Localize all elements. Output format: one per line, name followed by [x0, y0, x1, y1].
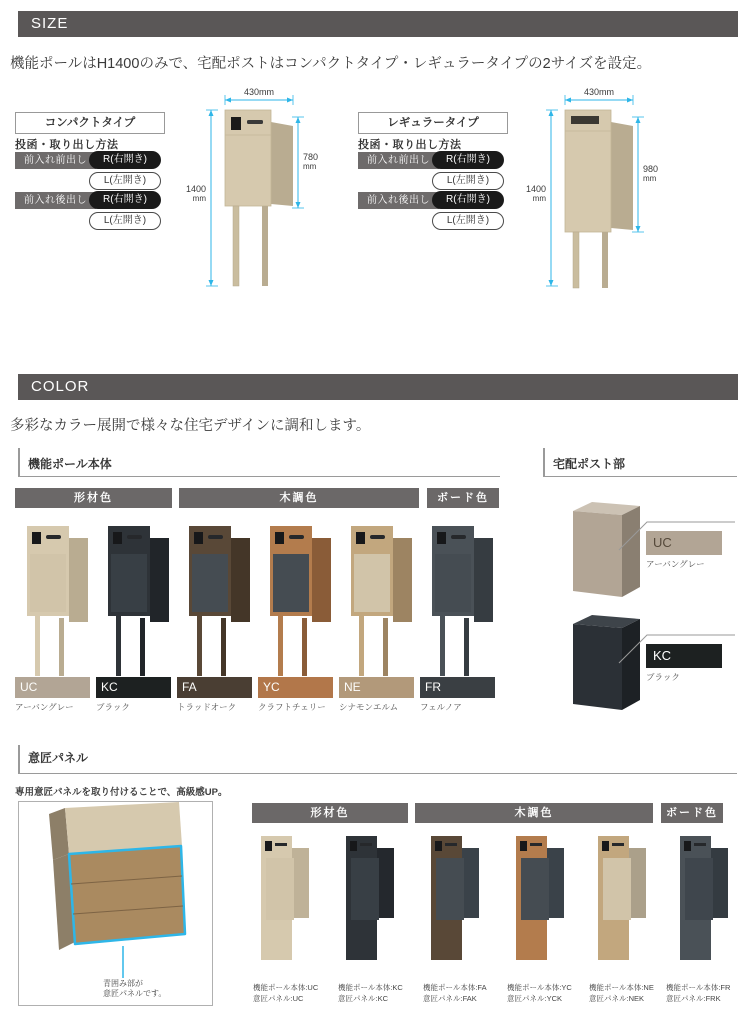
pole-leg: [59, 618, 64, 676]
caption-line: 機能ポール本体:FA: [423, 983, 487, 992]
color-name-yc: クラフトチェリー: [258, 702, 326, 712]
panel-product-fr: [671, 832, 737, 960]
row-label-front-in-front-out: 前入れ前出し: [15, 152, 96, 169]
mail-slot: [127, 535, 142, 539]
product-door: [111, 554, 147, 612]
product-side: [150, 538, 169, 622]
caption-line: 機能ポール本体:UC: [253, 983, 319, 992]
product-side: [462, 848, 479, 918]
category-bar-metal: 形材色: [15, 488, 172, 508]
color-swatch-ne: NE: [339, 677, 414, 698]
pill-right-open: R(右開き): [432, 191, 504, 209]
intercom-unit: [32, 532, 41, 544]
dimension-label-box: 780: [303, 152, 319, 162]
panel-caption-ne: [589, 983, 654, 1004]
panel-example-box: [18, 801, 213, 1006]
mail-slot: [530, 843, 542, 846]
pole-leg: [140, 618, 145, 676]
design-panel-highlighted: [69, 846, 185, 944]
caption-line: 意匠パネル:UC: [253, 993, 304, 1003]
example-caption-line1: 青囲み部が: [103, 979, 143, 988]
pole-product-kc: [96, 518, 171, 678]
color-name-fa: トラッドオーク: [177, 702, 237, 712]
panel-caption-fr: [666, 983, 730, 1004]
pill-right-open: R(右開き): [432, 151, 504, 169]
color-swatch-yc: YC: [258, 677, 333, 698]
color-swatch-fa: FA: [177, 677, 252, 698]
color-name-kc: ブラック: [96, 702, 130, 712]
row-label-front-in-front-out: 前入れ前出し: [358, 152, 439, 169]
dimension-unit: mm: [303, 162, 317, 171]
color-swatch-uc: UC: [15, 677, 90, 698]
dimension-unit: mm: [532, 194, 546, 203]
mailbox-side-panel: [271, 122, 293, 206]
type-label-regular: レギュラータイプ: [358, 112, 508, 134]
post-box-front: [573, 511, 622, 597]
product-door: [685, 858, 713, 920]
color-name-fr: フェルノア: [420, 702, 462, 712]
intercom-unit: [350, 841, 357, 851]
method-title: 投函・取り出し方法: [15, 139, 119, 151]
intercom-unit: [437, 532, 446, 544]
dimension-label-width: 430mm: [583, 87, 615, 97]
intercom-unit: [602, 841, 609, 851]
intercom-unit: [265, 841, 272, 851]
type-label-compact: コンパクトタイプ: [15, 112, 165, 134]
post-swatch-kc: KC: [646, 644, 722, 668]
product-side: [312, 538, 331, 622]
product-side: [292, 848, 309, 918]
caption-line: 意匠パネル:NEK: [589, 993, 645, 1003]
pole-leg: [383, 618, 388, 676]
mail-slot: [46, 535, 61, 539]
mail-slot: [208, 535, 223, 539]
color-swatch-fr: FR: [420, 677, 495, 698]
color-description: 多彩なカラー展開で様々な住宅デザインに調和します。: [10, 418, 371, 434]
row-label-front-in-back-out: 前入れ後出し: [15, 192, 96, 209]
panel-category-bar-metal: 形材色: [252, 803, 408, 823]
mail-slot: [275, 843, 287, 846]
product-side: [711, 848, 728, 918]
product-side: [231, 538, 250, 622]
color-name-ne: シナモンエルム: [339, 702, 399, 712]
dimension-label-width: 430mm: [243, 87, 275, 97]
intercom-unit: [231, 117, 241, 130]
row-label-front-in-back-out: 前入れ後出し: [358, 192, 439, 209]
mail-slot: [694, 843, 706, 846]
panel-category-bar-board: ボード色: [661, 803, 723, 823]
mail-slot: [247, 120, 263, 124]
product-door: [436, 858, 464, 920]
category-bar-board: ボード色: [427, 488, 499, 508]
pole-leg: [278, 616, 283, 676]
dimension-unit: mm: [192, 194, 206, 203]
mail-slot: [360, 843, 372, 846]
product-door: [266, 858, 294, 920]
post-box-side: [622, 506, 640, 597]
color-name-uc: アーバングレー: [15, 702, 74, 712]
category-bar-wood: 木調色: [179, 488, 419, 508]
pole-leg: [464, 618, 469, 676]
mailbox-front-panel: [565, 110, 611, 232]
panel-product-fa: [422, 832, 488, 960]
product-door: [521, 858, 549, 920]
pole-leg: [262, 206, 268, 286]
pole-leg: [116, 616, 121, 676]
product-door: [30, 554, 66, 612]
caption-line: 意匠パネル:KC: [338, 993, 389, 1003]
panel-caption-fa: [423, 983, 487, 1004]
pill-left-open: L(左開き): [432, 212, 504, 230]
intercom-unit: [275, 532, 284, 544]
panel-caption-uc: [253, 983, 318, 1004]
product-side: [69, 538, 88, 622]
delivery-post-illustrations: [555, 494, 740, 724]
pill-left-open: L(左開き): [89, 212, 161, 230]
product-door: [435, 554, 471, 612]
caption-line: 意匠パネル:FAK: [423, 993, 477, 1003]
post-color-name-uc: アーバングレー: [646, 559, 705, 569]
pole-leg: [233, 206, 239, 286]
color-swatch-kc: KC: [96, 677, 171, 698]
product-side: [629, 848, 646, 918]
pole-leg: [35, 616, 40, 676]
group-header-pole-body: 機能ポール本体: [18, 448, 500, 477]
caption-line: 意匠パネル:FRK: [666, 993, 721, 1003]
intercom-unit: [435, 841, 442, 851]
pole-leg: [573, 232, 579, 288]
group-header-design-panel: 意匠パネル: [18, 745, 737, 774]
mail-slot: [612, 843, 624, 846]
panel-product-ne: [589, 832, 655, 960]
product-door: [354, 554, 390, 612]
mail-slot: [445, 843, 457, 846]
mail-slot: [289, 535, 304, 539]
pill-left-open: L(左開き): [89, 172, 161, 190]
panel-product-kc: [337, 832, 403, 960]
mailbox-side-panel: [611, 122, 633, 230]
caption-line: 機能ポール本体:YC: [507, 983, 572, 992]
pill-right-open: R(右開き): [89, 191, 161, 209]
pole-leg: [440, 616, 445, 676]
mail-slot: [451, 535, 466, 539]
intercom-unit: [356, 532, 365, 544]
pole-leg: [359, 616, 364, 676]
intercom-unit: [520, 841, 527, 851]
size-description: 機能ポールはH1400のみで、宅配ポストはコンパクトタイプ・レギュラータイプの2サイズを設定。: [10, 56, 652, 72]
pole-product-fr: [420, 518, 495, 678]
product-side: [377, 848, 394, 918]
product-side: [393, 538, 412, 622]
dimension-label-height: 1400: [185, 184, 206, 194]
pole-leg: [602, 232, 608, 288]
dimension-label-box: 980: [643, 164, 659, 174]
intercom-unit: [194, 532, 203, 544]
method-title: 投函・取り出し方法: [358, 139, 462, 151]
post-swatch-uc: UC: [646, 531, 722, 555]
product-side: [474, 538, 493, 622]
pole-leg: [197, 616, 202, 676]
example-caption-line2: 意匠パネルです。: [103, 989, 167, 998]
product-door: [351, 858, 379, 920]
intercom-unit: [684, 841, 691, 851]
product-side: [547, 848, 564, 918]
pill-right-open: R(右開き): [89, 151, 161, 169]
panel-description: 専用意匠パネルを取り付けることで、高級感UP。: [15, 787, 228, 798]
pole-product-uc: [15, 518, 90, 678]
product-door: [603, 858, 631, 920]
panel-category-bar-wood: 木調色: [415, 803, 653, 823]
post-box-side: [622, 619, 640, 710]
panel-product-yc: [507, 832, 573, 960]
nameplate: [571, 116, 599, 124]
dimension-unit: mm: [643, 174, 657, 183]
group-header-delivery-post: 宅配ポスト部: [543, 448, 737, 477]
color-section-bar: COLOR: [18, 374, 738, 400]
caption-line: 機能ポール本体:KC: [338, 983, 403, 992]
caption-line: 機能ポール本体:FR: [666, 983, 731, 992]
panel-product-uc: [252, 832, 318, 960]
caption-line: 意匠パネル:YCK: [507, 993, 563, 1003]
panel-caption-yc: [507, 983, 572, 1004]
compact-type-diagram: [178, 86, 338, 298]
intercom-unit: [113, 532, 122, 544]
product-door: [192, 554, 228, 612]
panel-caption-kc: [338, 983, 403, 1004]
pole-product-yc: [258, 518, 333, 678]
pole-product-fa: [177, 518, 252, 678]
panel-example-illustration: [19, 802, 210, 1003]
product-door: [273, 554, 309, 612]
regular-type-diagram: [518, 86, 678, 298]
pole-product-ne: [339, 518, 414, 678]
size-section-bar: SIZE: [18, 11, 738, 37]
dimension-label-height: 1400: [525, 184, 546, 194]
post-color-name-kc: ブラック: [646, 672, 680, 682]
caption-line: 機能ポール本体:NE: [589, 983, 654, 992]
pole-leg: [302, 618, 307, 676]
mail-slot: [370, 535, 385, 539]
post-box-front: [573, 624, 622, 710]
pole-leg: [221, 618, 226, 676]
pill-left-open: L(左開き): [432, 172, 504, 190]
